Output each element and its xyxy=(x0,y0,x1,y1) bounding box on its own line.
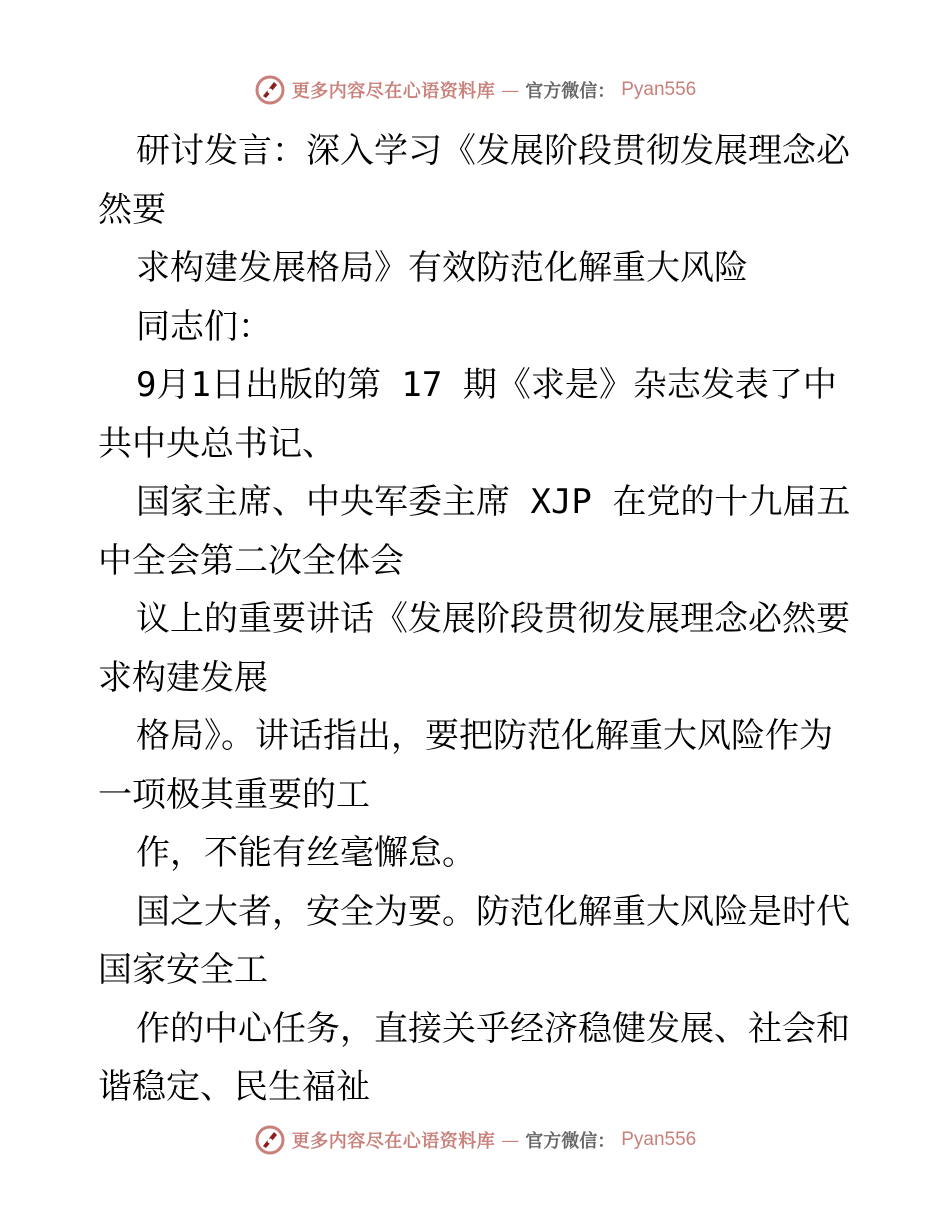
title-line: 研讨发言：深入学习《发展阶段贯彻发展理念必 xyxy=(136,131,850,171)
header-wechat-label: 官方微信： xyxy=(525,81,616,102)
page-header xyxy=(0,70,950,110)
paragraph-line: 一项极其重要的工 xyxy=(98,774,370,815)
paragraph-line: 国家主席、中央军委主席 XJP 在党的十九届五 xyxy=(136,482,851,522)
paragraph-line: 中全会第二次全体会 xyxy=(98,540,404,581)
quill-logo-icon xyxy=(254,1124,286,1156)
paragraph-line: 谐稳定、民生福祉 xyxy=(98,1067,370,1107)
footer-brand-dash: — xyxy=(501,1129,520,1151)
paragraph-line: 作的中心任务，直接关乎经济稳健发展、社会和 xyxy=(136,1008,850,1049)
header-wechat-handle: Pyan556 xyxy=(621,79,697,100)
header-brand-dash: — xyxy=(501,79,520,101)
paragraph-line: 共中央总书记、 xyxy=(98,423,336,464)
header-brand xyxy=(254,74,697,106)
footer-wechat-label: 官方微信： xyxy=(525,1131,616,1152)
footer-brand-text: 更多内容尽在心语资料库 xyxy=(291,1131,496,1152)
paragraph-line: 国之大者，安全为要。防范化解重大风险是时代 xyxy=(136,891,850,932)
document-body xyxy=(98,122,858,1117)
footer-brand xyxy=(254,1124,697,1156)
paragraph-line: 格局》。讲话指出，要把防范化解重大风险作为 xyxy=(136,716,833,756)
page-footer xyxy=(0,1120,950,1160)
paragraph-line: 国家安全工 xyxy=(98,950,268,990)
title-line: 然要 xyxy=(98,189,166,230)
paragraph-line: 求构建发展 xyxy=(98,657,268,698)
paragraph-line: 议上的重要讲话《发展阶段贯彻发展理念必然要 xyxy=(136,599,850,639)
footer-wechat-handle: Pyan556 xyxy=(621,1129,697,1150)
title-line: 求构建发展格局》有效防范化解重大风险 xyxy=(136,248,748,288)
paragraph-line: 作，不能有丝毫懈怠。 xyxy=(136,833,476,873)
header-brand-text: 更多内容尽在心语资料库 xyxy=(291,81,496,102)
paragraph-line: 9月1日出版的第 17 期《求是》杂志发表了中 xyxy=(136,365,837,405)
quill-logo-icon xyxy=(254,74,286,106)
salutation: 同志们： xyxy=(136,306,272,347)
